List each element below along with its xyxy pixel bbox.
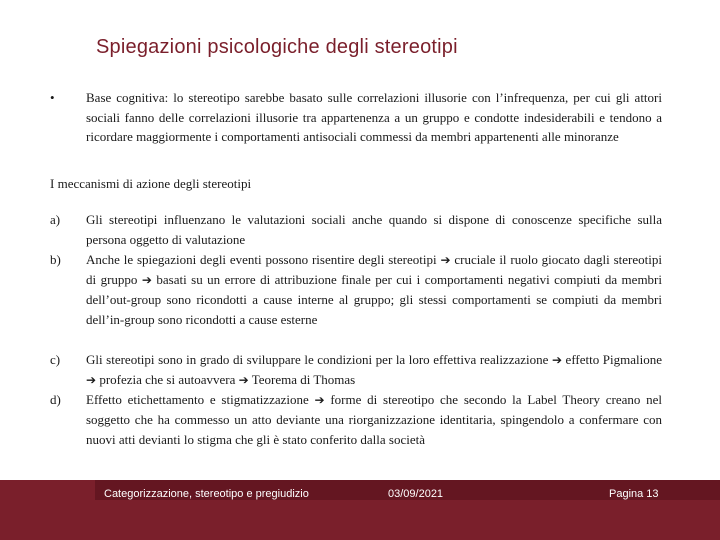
list-item-text bbox=[86, 210, 662, 250]
footer-course-title: Categorizzazione, stereotipo e pregiudizio bbox=[104, 488, 309, 500]
text-part: forme di stereotipo che secondo la Label Theory creano nel soggetto che ha commesso un atto deviante una riorganizzazione identitaria, spingendolo a confermare con nuovi atti devianti lo stigma che gli è stato conferito dalla società bbox=[86, 392, 663, 447]
footer-bar bbox=[0, 480, 720, 540]
bullet-point bbox=[50, 88, 662, 147]
list-item bbox=[50, 350, 662, 390]
arrow-right-icon: ➔ bbox=[440, 253, 451, 267]
arrow-right-icon: ➔ bbox=[238, 373, 249, 387]
arrow-right-icon: ➔ bbox=[551, 353, 563, 367]
text-part: profezia che si autoavvera bbox=[96, 372, 239, 387]
list-marker: a) bbox=[50, 212, 61, 227]
list-marker: b) bbox=[50, 252, 61, 267]
list-item-text bbox=[86, 390, 662, 450]
slide-title: Spiegazioni psicologiche degli stereotipi bbox=[96, 36, 458, 58]
footer-date: 03/09/2021 bbox=[388, 488, 444, 500]
text-part: Teorema di Thomas bbox=[248, 372, 356, 387]
text-part: Anche le spiegazioni degli eventi possono risentire degli stereotipi bbox=[86, 252, 441, 267]
footer-page-number: Pagina 13 bbox=[609, 488, 659, 500]
text-part: Gli stereotipi sono in grado di sviluppare le condizioni per la loro effettiva realizzazione bbox=[86, 352, 552, 367]
bullet-marker: • bbox=[50, 90, 55, 105]
list-marker: d) bbox=[50, 392, 61, 407]
mechanisms-list bbox=[50, 210, 662, 470]
text-part: basati su un errore di attribuzione finale per cui i comportamenti negativi compiuti da membri dell’out-group sono ricondotti a cause interne al gruppo; gli stessi comportamenti se compiuti da membri dell’in-group sono ricondotti a cause esterne bbox=[86, 272, 662, 327]
bullet-text: Base cognitiva: lo stereotipo sarebbe basato sulle correlazioni illusorie con l’infrequenza, per cui gli attori sociali fanno delle correlazioni illusorie tra appartenenza a un gruppo e condotte indesiderabili e tendono a ricordare maggiormente i comportamenti antisociali commessi da membri appartenenti alle minoranze bbox=[86, 90, 662, 144]
text-part: cruciale il ruolo giocato dagli stereotipi di gruppo bbox=[86, 252, 662, 287]
list-item-text bbox=[86, 350, 662, 390]
list-item-text bbox=[86, 250, 662, 330]
list-item bbox=[50, 210, 662, 250]
list-item bbox=[50, 390, 662, 470]
arrow-right-icon: ➔ bbox=[314, 393, 325, 407]
text-part: Gli stereotipi influenzano le valutazioni sociali anche quando si dispone di conoscenze specifiche sulla persona oggetto di valutazione bbox=[86, 212, 662, 247]
section-subheading: I meccanismi di azione degli stereotipi bbox=[50, 176, 252, 191]
list-marker: c) bbox=[50, 352, 61, 367]
list-item bbox=[50, 250, 662, 350]
arrow-right-icon: ➔ bbox=[141, 273, 152, 287]
text-part: Effetto etichettamento e stigmatizzazione bbox=[86, 392, 315, 407]
text-part: effetto Pigmalione bbox=[562, 352, 663, 367]
arrow-right-icon: ➔ bbox=[86, 373, 97, 387]
